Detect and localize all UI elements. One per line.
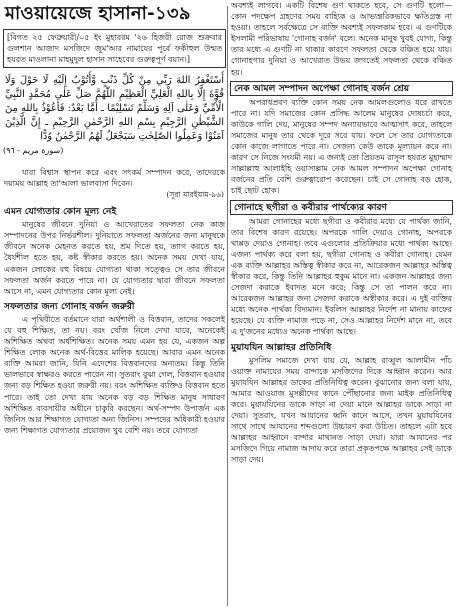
subheading-avoid-sin-for-success: সফলতার জন্য গোনাহ বর্জন জরুরী bbox=[4, 300, 135, 312]
paragraph-sinful-person: অপরাধপ্রবণ ব্যক্তি কোন সময় নেক আমলগুলোও ধরে রাখতে পারে না। যদি সমাজের কোন প্রসিদ্ধ আলেম মানুষের দোষচর্চা করে, কাউকে গালি দেয়, মানুষের সম্পদ অন্যায়ভাবে আত্মসাৎ করে, তাহলে সমাজের মানুষ তার থেকে দূরে সরে যায়। ফলে সে তার যোগ্যতাকে কোন কাজে লাগাতে পারে না। সেজন্য কেউ তাকে মূল্যায়ন করে না। কারণ সে নিজে সংযমী নয়। এ জন্যই তো প্রিয়তম রাসূল হযরত মুহাম্মাদ সাল্লাল্লাহু আলাইহি ওয়াসাল্লাম নেক আমল সম্পাদন অপেক্ষা গোনাহ বর্জনের প্রতি বেশি গুরুত্বারোপ করেছেন। চাই সে গোনাহ বড় হোক, চাই ছোট হোক। bbox=[231, 97, 452, 196]
subheading-avoid-sin-better: নেক আমল সম্পাদন অপেক্ষা গোনাহ বর্জন শ্রেয় bbox=[230, 81, 453, 96]
intro-note: [বিগত ২৫ ফেব্রুয়ারী/০৫ ইং মুহাররম '২৬ হিজরী রোজ শুক্রবার গুলশান আজাদ মসজিদে জুম'আর নামাযের পূর্বে ফকীহুল উম্মত হযরত মাওলানা মাহমুদুল হাসান সাহেবের গুরুত্বপূর্ণ বয়ান।] bbox=[3, 29, 226, 68]
paragraph-wealth-and-education: এ পৃথিবীতে বর্তমানে যারা অর্থশালী ও বিত্তবান, তাদের সকলেই যে বহু শিক্ষিত, তা নয়। বরং খোঁজ নিলে দেখা যাবে, অনেকেই অশিক্ষিত অথবা অর্ধশিক্ষিত। অনেক সময় এমন হয় যে, একজন অল্প শিক্ষিত লোক অনেক অর্থ-বিত্তের মালিক হয়েছে। আবার এমন অনেক ব্যক্তি আমরা জানি, যিনি এদেশের বিত্তবানদের অন্যতম। কিন্তু তিনি ভালভাবে স্বাক্ষরও করতে পারেন না। সুতরাং বুঝা গেল, বিত্তবান হওয়ার জন্য বড় শিক্ষিত হওয়া জরুরী নয়। বরং অশিক্ষিত ব্যক্তিও বিত্তবান হতে পারে। তাই তো দেখা যায় অনেক বড় বড় শিক্ষিত মানুষ সাধারণ অশিক্ষিত ব্যবসায়ীর অধীনে চাকুরি করছেন। অর্থ-সম্পদ উপার্জন এক জিনিস আর শিক্ষাগত যোগ্যতা অন্য জিনিস। সম্পদের অধিকারী হওয়ার জন্য শিক্ষাগত যোগ্যতার প্রয়োজন খুব বেশি নয়। তবে যোগ্যতা bbox=[4, 314, 225, 435]
paragraph-continued: অবশ্যই লাগবে। একটি বিশেষ গুণ থাকতে হবে, সে গুণটি হলো— কোন পদক্ষেপ গ্রহণের সময় বাহ্যিক ও আভ্যন্তরিকভাবে ক্ষতিগ্রস্ত না হওয়া। তাহলে সর্বক্ষেত্রে সে ব্যক্তি অবশ্যই সফলকাম হবে। এ গুণটিকে ইসলামী পরিভাষায় 'গোনাহ বর্জন' বলে। অনেক মানুষ খুবই যোগ্য, কিন্তু তার মধ্যে এ গুণটি না থাকার কারণে সফলতা থেকে বঞ্চিত হয়ে যায়। গোনাহগার দুনিয়া ও আখেরাত উভয় জগতেই সফলতা থেকে বঞ্চিত হয়। bbox=[231, 1, 452, 77]
paragraph-sin-differences: আমরা গোনাহের মধ্যে ছগীরা ও কবীরার মধ্যে যে পার্থক্য জানি, তার বিশেষ কারণ রয়েছে। অপরকে গালি দেয়াও গোনাহ, অপরকে থাপ্পড় দেয়াও গোনাহ। তবে এগুলোর প্রতিক্রিয়ার মধ্যে পার্থক্য আছে। এজন্য পার্থক্য করে বলা হয়, ছগীরা গোনাহ ও কবীরা গোনাহ। যেমন এক ব্যক্তি আল্লাহর অস্তিত্ব স্বীকার করে না, আরেকজন আল্লাহর অস্তিত্ব স্বীকার করে, কিন্তু তিনি আল্লাহর হুকুম মানে না। একজন আল্লাহর জন্য সেজদা করাকে ইবাদত মনে করে; কিন্তু সে তা পালন করে না। আরেকজন আল্লাহর জন্য সেজদা করাকে অস্বীকার করে। এ দুই ব্যক্তির মধ্যে অনেক পার্থক্য বিদ্যমান। ইবলিস আল্লাহর নির্দেশ না মানায় কাফের হয়েছে। যে ব্যক্তি নামাজ পড়ে না, সেও আল্লাহর নির্দেশ মানে না, তবে এ দু'জনের মধ্যেও অনেক পার্থক্য আছে। bbox=[231, 216, 452, 337]
left-column bbox=[3, 0, 226, 610]
arabic-verse-reference: (سورة مريم - ٩٦) bbox=[3, 146, 64, 155]
column-divider bbox=[227, 6, 228, 606]
arabic-verse: أَسْتَغْفِرُ اللهَ رَبِّي مِنْ كُلِّ ذَنْبٍ وَّأَتُوْبُ إِلَيْهِ لَا حَوْلَ وَلَا قُوَّةَ إِلَّا بِاللهِ الْعَلِيِّ الْعَظِيْمِ اللّٰهُمَّ صَلِّ عَلٰى مُحَمَّدٍ النَّبِيِّ الْأُمِّيِّ وَعَلٰى آلِهِ وَسَلِّمْ تَسْلِيْمًا ـ أَمَّا بَعْدُ: فَأَعُوْذُ بِاللهِ مِنَ الشَّيْطٰنِ الرَّجِيْمِ بِسْمِ اللهِ الرَّحْمٰنِ الرَّحِيْمِ ـ إِنَّ الَّذِيْنَ آمَنُوْا وَعَمِلُوا الصّٰلِحٰتِ سَيَجْعَلُ لَهُمُ الرَّحْمٰنُ وُدًّا bbox=[5, 75, 224, 142]
verse-translation: যারা বিশ্বাস স্থাপন করে এবং সৎকর্ম সম্পাদন করে, তাদেরকে দয়াময় আল্লাহ তা'আলা ভালবাসা দিবেন। bbox=[4, 168, 225, 189]
right-column bbox=[230, 0, 453, 610]
paragraph-success-good-deeds: মানুষের জীবনে দুনিয়া ও আখেরাতের সফলতা নেক কাজ সম্পাদনের উপর নির্ভরশীল। দুনিয়াতে সফলতা অর্জনের জন্য মানুষকে জীবনে অনেক মেহনত করতে হয়, শ্রম দিতে হয়, ত্যাগ করতে হয়, ধৈর্যশীল হতে হয়, কষ্ট স্বীকার করতে হয়। অনেক সময় দেখা যায়, একজন লোকের বহু বিষয়ে যোগ্যতা থাকা সত্ত্বেও সে তার জীবনে সফলতা অর্জন করতে পারে না। যে যোগ্যতার দ্বারা জীবনে সফলতা আসে না, এমন যোগ্যতার কোন মূল্য নেই। bbox=[4, 220, 225, 296]
paragraph-muezzin: মুসলিম সমাজে দেখা যায় যে, আল্লাহ রাব্বুল আলামীন পাঁচ ওয়াক্ত নামাযের সময় বান্দাকে মসজিদের দিকে আহ্বান করেন। আর মুয়াযযিন আল্লাহর ডাকের প্রতিনিধিত্ব করেন। বুঝানোর জন্য বলা যায়, আমার আওয়াজ মুসল্লীদের কানে পৌঁছানোর জন্য মাইক প্রতিনিধিত্ব করে। মুয়াযযিনের ডাকে সাড়া না দেয়া মানে আল্লাহর ডাকে সাড়া না দেয়া। সুতরাং, যখন আযানের ধ্বনি কানে আসে, তখন মুয়াযযিনের সাথে সাথে আযানের শব্দগুলো উচ্চারণ করা উচিত। তাহলে এটা হবে আল্লাহর আহ্বানে বান্দার মাথানত সাড়া দেয়া। যারা আযানের পর মসজিদে গিয়ে নামাজ আদায় করে তারা প্রকৃতপক্ষে আল্লাহর সেই ডাকে সাড়া দেয়। bbox=[231, 355, 452, 465]
subheading-muezzin: মুয়াযযিন আল্লাহর প্রতিনিধি bbox=[231, 341, 332, 353]
subheading-worthless-ability: এমন যোগ্যতার কোন মূল্য নেই bbox=[4, 206, 117, 218]
article-title: মাওয়ায়েজে হাসানা-১৩৯ bbox=[5, 3, 191, 24]
translation-reference: (সূরা মারইয়াম-৯৬) bbox=[166, 190, 224, 200]
subheading-minor-major-sins: গোনাহে ছগীরা ও কবীরার পার্থক্যের কারণ bbox=[230, 200, 453, 215]
